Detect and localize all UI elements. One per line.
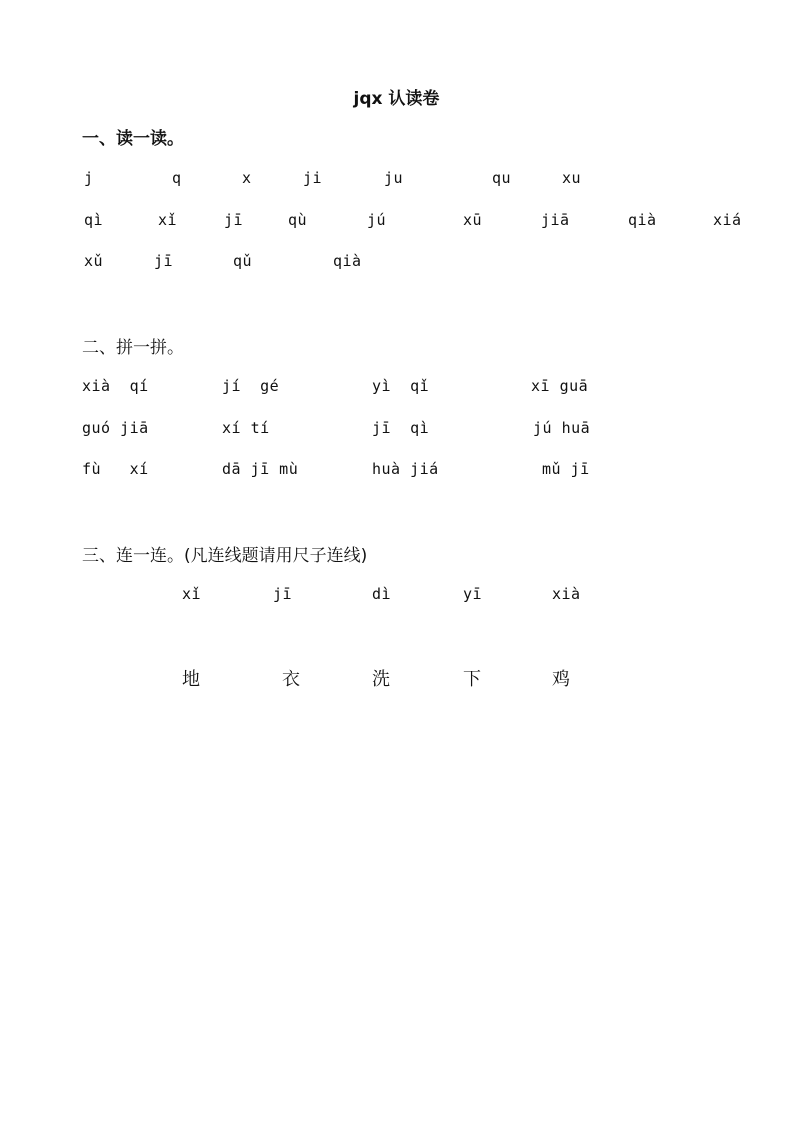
syllable: jī <box>224 211 244 229</box>
syllable: qù <box>288 211 308 229</box>
word-pinyin: fù xí <box>82 460 149 478</box>
match-pinyin: dì <box>372 585 392 603</box>
syllable: jú <box>367 211 387 229</box>
match-character: 地 <box>182 669 200 690</box>
worksheet-title: jqx 认读卷 <box>353 89 440 109</box>
match-character: 衣 <box>282 669 300 690</box>
word-pinyin: xī guā <box>531 377 589 395</box>
word-pinyin: xià qí <box>82 377 149 395</box>
syllable: j <box>84 169 94 187</box>
syllable: q <box>172 169 182 187</box>
syllable: qià <box>628 211 657 229</box>
word-pinyin: yì qǐ <box>372 377 430 395</box>
syllable: qì <box>84 211 104 229</box>
syllable: xiá <box>713 211 742 229</box>
syllable: x <box>242 169 252 187</box>
word-pinyin: dā jī mù <box>222 460 299 478</box>
syllable: qià <box>333 252 362 270</box>
syllable: ju <box>384 169 404 187</box>
word-pinyin: jī qì <box>372 419 430 437</box>
match-character: 鸡 <box>552 669 570 690</box>
match-character: 洗 <box>372 669 390 690</box>
syllable: qǔ <box>233 252 253 270</box>
word-pinyin: huà jiá <box>372 460 439 478</box>
match-pinyin: yī <box>463 585 483 603</box>
section3-heading: 三、连一连。(凡连线题请用尺子连线) <box>82 546 368 566</box>
syllable: xū <box>463 211 483 229</box>
word-pinyin: jí gé <box>222 377 280 395</box>
word-pinyin: mǔ jī <box>542 460 590 478</box>
match-pinyin: jī <box>273 585 293 603</box>
match-pinyin: xià <box>552 585 581 603</box>
word-pinyin: jú huā <box>533 419 591 437</box>
word-pinyin: guó jiā <box>82 419 149 437</box>
syllable: ji <box>303 169 323 187</box>
syllable: xǔ <box>84 252 104 270</box>
section2-heading: 二、拼一拼。 <box>82 338 184 358</box>
match-character: 下 <box>463 669 481 690</box>
section1-heading: 一、读一读。 <box>82 129 184 149</box>
syllable: xu <box>562 169 582 187</box>
syllable: jī <box>154 252 174 270</box>
syllable: xǐ <box>158 211 178 229</box>
word-pinyin: xí tí <box>222 419 270 437</box>
match-pinyin: xǐ <box>182 585 202 603</box>
syllable: qu <box>492 169 512 187</box>
syllable: jiā <box>541 211 570 229</box>
